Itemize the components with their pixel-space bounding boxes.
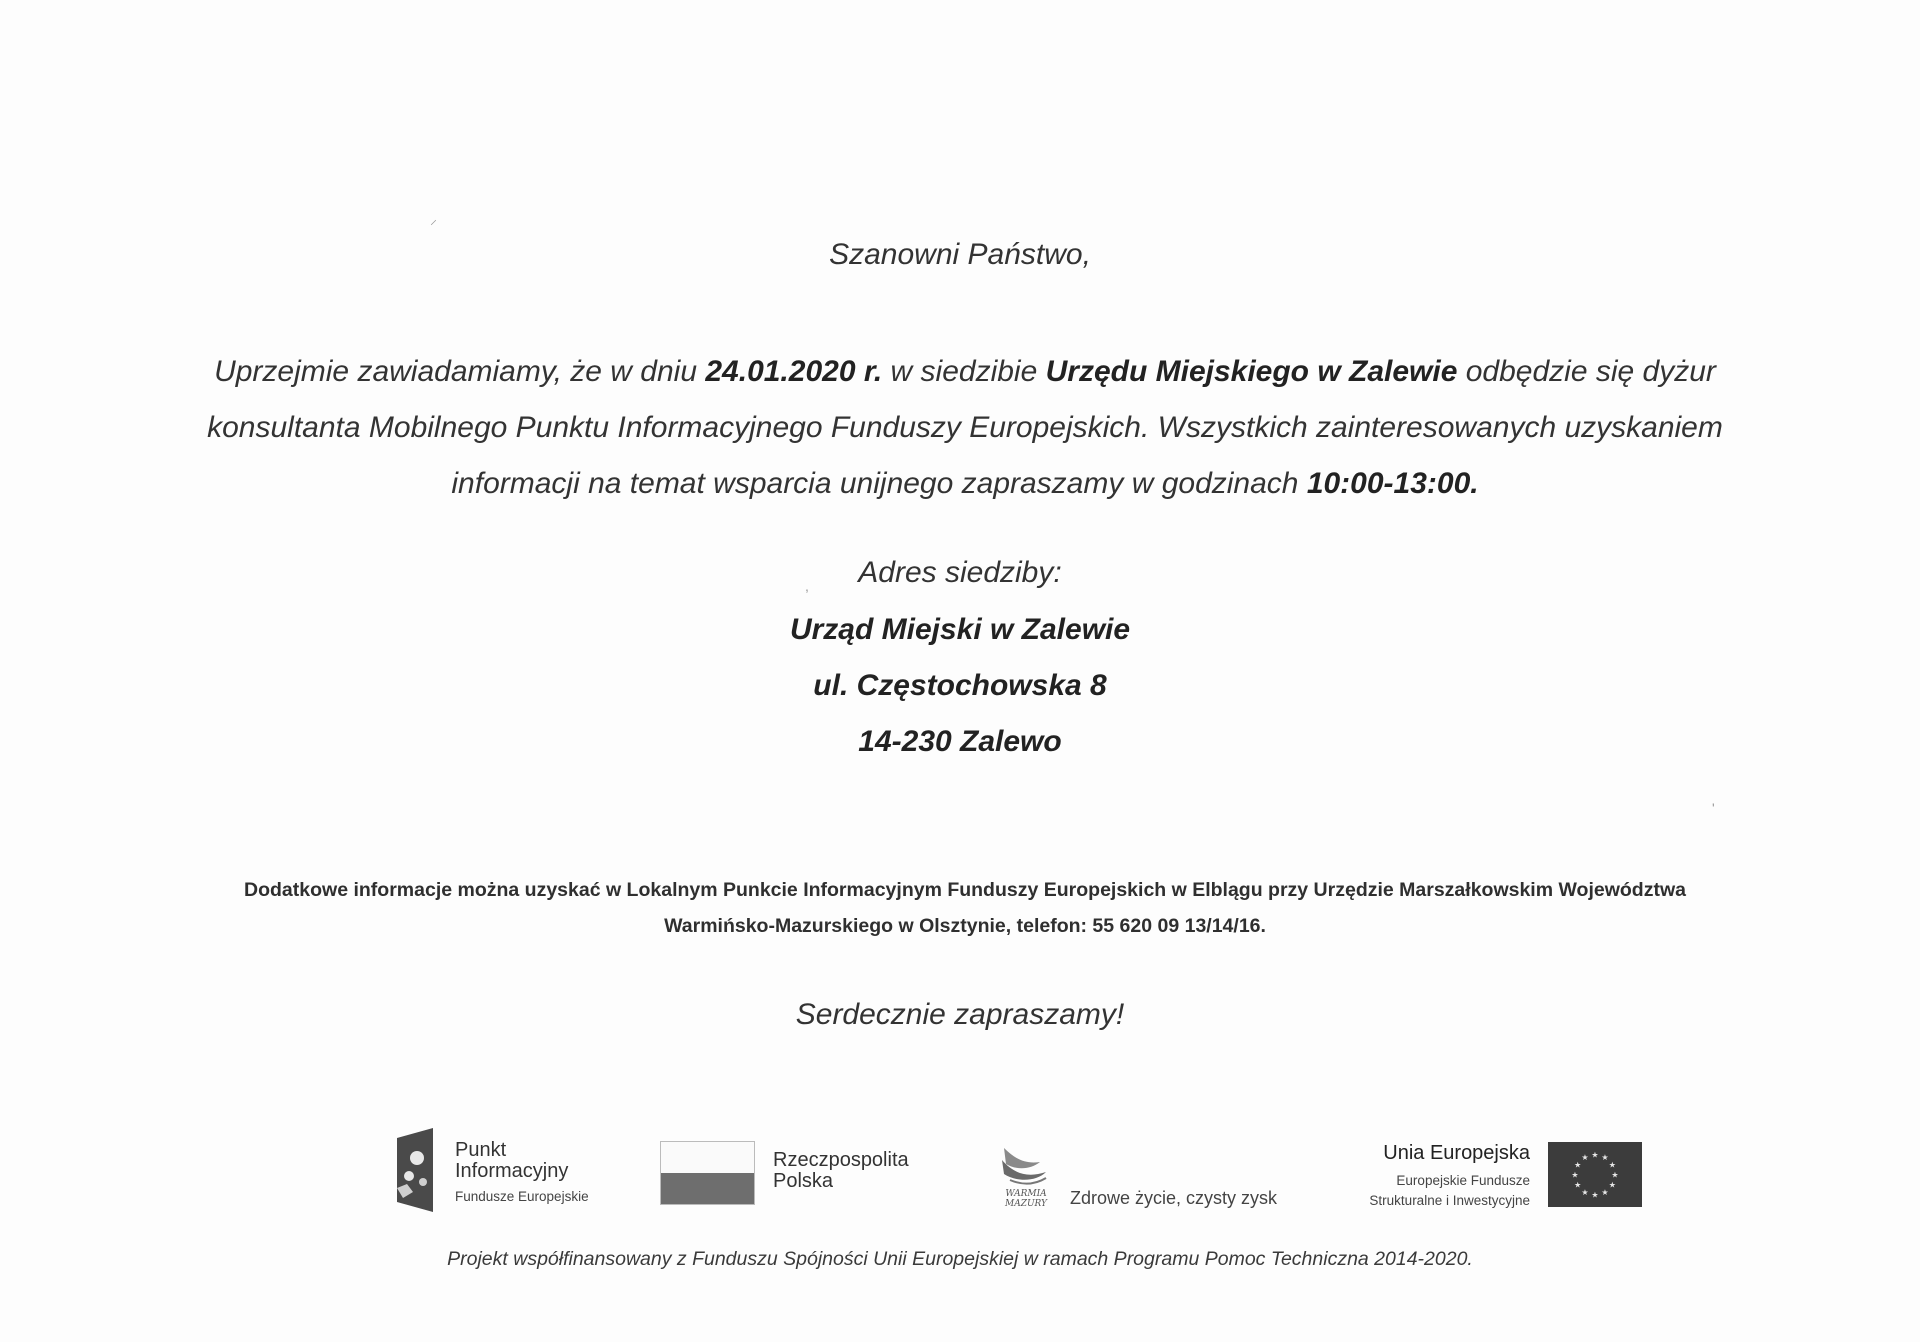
additional-info [190,872,1740,944]
rp-line-2: Polska [773,1170,834,1192]
eu-star-icon: ★ [1601,1153,1609,1163]
scan-speck: , [805,578,809,594]
announcement-paragraph [185,344,1745,512]
additional-info-line-1: Dodatkowe informacje można uzyskać w Lokalnym Punkcie Informacyjnym Funduszy Europejskich w Elblągu przy Urzędzie Marszałkowskim Województwa [244,879,1686,901]
scan-speck: ⸝ [430,211,437,227]
punkt-informacyjny-logo-icon [393,1128,437,1212]
eu-star-icon: ★ [1591,1190,1599,1200]
closing: Serdecznie zapraszamy! [795,998,1125,1031]
eu-star-icon: ★ [1608,1160,1616,1170]
eu-star-icon: ★ [1581,1187,1589,1197]
address-street: ul. Częstochowska 8 [813,669,1107,702]
funding-footer: Projekt współfinansowany z Funduszu Spójności Unii Europejskiej w ramach Programu Pomoc Techniczna 2014-2020. [447,1248,1473,1270]
punkt-logo-line-1: Punkt [455,1139,507,1161]
announcement-text-2: w siedzibie [882,355,1046,388]
warmia-mazury-slogan: Zdrowe życie, czysty zysk [1070,1188,1278,1208]
wm-text-1: WARMIA [1005,1189,1047,1199]
announcement-text-1: Uprzejmie zawiadamiamy, że w dniu [214,355,706,388]
punkt-logo-title [455,1140,568,1182]
eu-star-icon: ★ [1591,1150,1599,1160]
punkt-logo-subtitle: Fundusze Europejskie [455,1189,589,1204]
warmia-mazury-logo-icon [996,1140,1056,1210]
address-label: Adres siedziby: [858,556,1062,589]
eu-star-icon: ★ [1608,1180,1616,1190]
rzeczpospolita-logo-text [773,1150,909,1192]
polish-flag-icon [660,1141,755,1205]
announcement-date: 24.01.2020 r. [705,355,883,388]
announcement-office: Urzędu Miejskiego w Zalewie [1045,355,1458,388]
punkt-logo-line-2: Informacyjny [455,1160,569,1182]
address-postal: 14-230 Zalewo [858,725,1062,758]
ue-logo-title: Unia Europejska [1383,1142,1530,1164]
eu-star-icon: ★ [1574,1180,1582,1190]
wm-text-2: MAZURY [1005,1199,1047,1209]
ue-sub-line-2: Strukturalne i Inwestycyjne [1369,1193,1530,1208]
scan-speck: ' [1712,800,1715,816]
greeting: Szanowni Państwo, [829,238,1091,271]
ue-logo-subtitle [1290,1171,1530,1211]
eu-star-icon: ★ [1571,1170,1579,1180]
announcement-text-3: odbędzie się dyżur konsultanta Mobilnego Punktu Informacyjnego Funduszy Europejskich. Wszystkich zainteresowanych uzyskaniem informacji na temat wsparcia unijnego zapraszamy w godzinach [207,355,1723,500]
eu-star-icon: ★ [1601,1187,1609,1197]
announcement-hours: 10:00-13:00. [1306,467,1479,500]
ue-sub-line-1: Europejskie Fundusze [1396,1173,1530,1188]
eu-flag-icon [1548,1142,1642,1207]
eu-star-icon: ★ [1581,1153,1589,1163]
eu-star-icon: ★ [1611,1170,1619,1180]
rp-line-1: Rzeczpospolita [773,1149,909,1171]
additional-info-line-2: Warmińsko-Mazurskiego w Olsztynie, telefon: 55 620 09 13/14/16. [664,915,1266,937]
eu-star-icon: ★ [1574,1160,1582,1170]
address-name: Urząd Miejski w Zalewie [789,613,1131,646]
